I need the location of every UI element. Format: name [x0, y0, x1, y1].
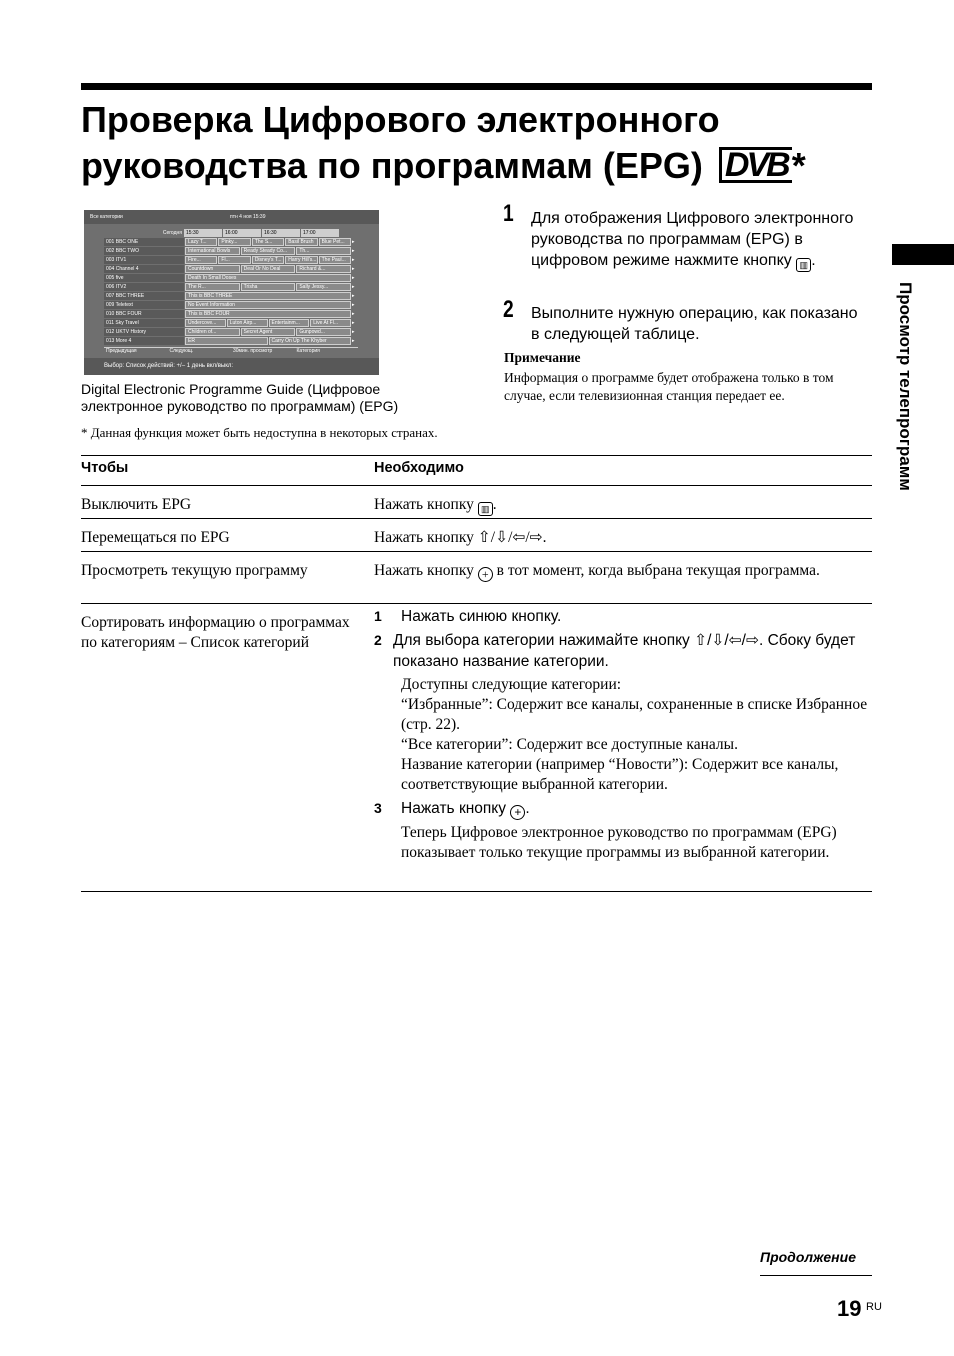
epg-programme: Gunpowd...: [296, 328, 351, 336]
operations-table: [81, 455, 872, 892]
epg-programme: Entertainm...: [269, 319, 310, 327]
step-1-body: Для отображения Цифрового электронного руководства по программам (EPG) в цифровом режиме нажмите кнопку: [531, 210, 854, 269]
detail-line: “Все категории”: Содержит все доступные каналы.: [401, 736, 738, 753]
epg-channel: 012 UKTV History: [104, 328, 184, 336]
epg-rows: [104, 238, 358, 345]
table-row: [81, 518, 872, 551]
epg-arrow-icon: ▸: [352, 338, 355, 344]
epg-arrow-icon: ▸: [352, 293, 355, 299]
epg-time: 15:30: [184, 229, 222, 237]
epg-arrow-icon: ▸: [352, 248, 355, 254]
note-text: Информация о программе будет отображена только в том случае, если телевизионная станция передает ее.: [504, 370, 834, 403]
detail-line: Теперь Цифровое электронное руководство по программам (EPG) показывает только текущие программы из выбранной категории.: [401, 824, 837, 861]
table-row: [81, 485, 872, 518]
epg-nav-item: Предыдущая: [104, 347, 168, 354]
page-number: 19: [837, 1296, 862, 1321]
epg-date: птн 4 ноя 15:39: [230, 214, 266, 220]
epg-row: [104, 319, 358, 327]
epg-arrow-icon: ▸: [352, 311, 355, 317]
top-rule: [81, 83, 872, 90]
epg-row: [104, 301, 358, 309]
epg-programme: Secret Agent: [241, 328, 296, 336]
side-tab-label: [893, 282, 915, 562]
epg-row: [104, 247, 358, 255]
epg-programme: The R...: [185, 283, 240, 291]
epg-programme: Deal Or No Deal: [241, 265, 296, 273]
cell-text: Нажать кнопку: [374, 496, 474, 513]
title-line-1: Проверка Цифрового электронного: [81, 99, 720, 140]
epg-programme: Fl...: [218, 256, 250, 264]
table-cell: Перемещаться по EPG: [81, 529, 230, 546]
table-cell: Нажать кнопку ⇧/⇩/⇦/⇨.: [374, 529, 547, 546]
substep-text: Для выбора категории нажимайте кнопку ⇧/⇩/⇦/⇨. Сбоку будет показано название категории.: [392, 632, 856, 670]
table-row: [81, 551, 872, 603]
epg-channel: 003 ITV1: [104, 256, 184, 264]
table-cell: [374, 486, 872, 518]
epg-programme: The S...: [252, 238, 284, 246]
detail-line: “Избранные”: Содержит все каналы, сохраненные в списке Избранное (стр. 22).: [401, 696, 868, 733]
page-language: RU: [866, 1301, 882, 1313]
continued-label: Продолжение: [760, 1249, 856, 1265]
epg-channel: 001 BBC ONE: [104, 238, 184, 246]
title-star: *: [791, 145, 806, 186]
epg-footer: Выбор: Список действий: +/– 1 день вкл/выкл:: [84, 358, 379, 375]
epg-programme: Carry On Up The Khyber: [269, 337, 352, 345]
epg-channel: 006 ITV2: [104, 283, 184, 291]
epg-screenshot: [84, 210, 379, 375]
epg-programme: Luton Airp...: [227, 319, 268, 327]
epg-programme: Death In Small Doses: [185, 274, 351, 282]
epg-arrow-icon: ▸: [352, 275, 355, 281]
epg-nav: [104, 347, 358, 354]
epg-programme: International Bowls: [185, 247, 240, 255]
substep-text: Нажать кнопку: [401, 800, 507, 817]
epg-programme: The Paul...: [319, 256, 351, 264]
step-1-end: .: [811, 252, 816, 269]
ok-button-icon: +: [510, 805, 525, 820]
epg-row: [104, 238, 358, 246]
ok-button-icon: +: [478, 567, 493, 582]
epg-channel: 005 five: [104, 274, 184, 282]
note-title: Примечание: [504, 350, 581, 365]
step-2-text: Выполните нужную операцию, как показано в следующей таблице.: [531, 305, 858, 343]
epg-row: [104, 256, 358, 264]
substep: [374, 798, 872, 820]
epg-row: [104, 328, 358, 336]
epg-programme: This is BBC THREE: [185, 292, 351, 300]
epg-channel: 013 More 4: [104, 337, 184, 345]
epg-channel: 011 Sky Travel: [104, 319, 184, 327]
step-1-number: 1: [503, 200, 514, 227]
detail-line: Доступны следующие категории:: [401, 676, 622, 693]
detail-line: Название категории (например “Новости”): Содержит все каналы, соответствующие выбранной категории.: [401, 756, 839, 793]
epg-grid: [104, 229, 358, 346]
epg-today: Сегодня: [162, 230, 182, 236]
substep: [374, 606, 872, 627]
title-line-2: руководства по программам (EPG): [81, 145, 703, 186]
epg-arrow-icon: ▸: [352, 239, 355, 245]
epg-programme: Children of...: [185, 328, 240, 336]
epg-arrow-icon: ▸: [352, 302, 355, 308]
epg-arrow-icon: ▸: [352, 266, 355, 272]
epg-channel: 004 Channel 4: [104, 265, 184, 273]
substep-number: 2: [374, 632, 382, 648]
epg-programme: Basil Brush: [285, 238, 317, 246]
substep-number: 3: [374, 800, 382, 816]
side-tab-text: Просмотр телепрограмм: [896, 282, 915, 491]
table-cell: [374, 552, 872, 603]
epg-nav-item: 30мин. просмотр: [231, 347, 295, 354]
epg-arrow-icon: ▸: [352, 329, 355, 335]
epg-time: 16:00: [223, 229, 261, 237]
epg-arrow-icon: ▸: [352, 320, 355, 326]
epg-programme: This is BBC FOUR: [185, 310, 351, 318]
substep-number: 1: [374, 608, 382, 624]
epg-programme: Pinky...: [218, 238, 250, 246]
epg-time: 16:30: [262, 229, 300, 237]
table-header: [81, 455, 872, 485]
epg-programme: Disney's T...: [252, 256, 284, 264]
epg-row: [104, 274, 358, 282]
epg-header: [84, 210, 379, 224]
substep: [374, 630, 872, 672]
substep-text: Нажать синюю кнопку.: [401, 608, 562, 625]
epg-row: [104, 337, 358, 345]
table-row: [81, 603, 872, 892]
cell-text: в тот момент, когда выбрана текущая программа.: [496, 562, 820, 579]
epg-programme: Countdown: [185, 265, 240, 273]
page-title: [81, 97, 881, 189]
epg-channel: 009 Teletext: [104, 301, 184, 309]
epg-row: [104, 265, 358, 273]
substep-detail: [374, 823, 872, 863]
epg-nav-item: Следующ.: [168, 347, 232, 354]
cell-text: Нажать кнопку: [374, 562, 474, 579]
epg-channel: 007 BBC THREE: [104, 292, 184, 300]
footnote: * Данная функция может быть недоступна в некоторых странах.: [81, 425, 438, 440]
figure-caption: Digital Electronic Programme Guide (Цифровое электронное руководство по программам) (EPG): [81, 381, 399, 414]
epg-channel: 002 BBC TWO: [104, 247, 184, 255]
substep-detail: [374, 675, 872, 795]
epg-programme: Trisha: [241, 283, 296, 291]
epg-row: [104, 292, 358, 300]
guide-button-icon: ▥: [796, 258, 811, 272]
side-tab-bar: [892, 244, 954, 265]
epg-programme: Fire...: [185, 256, 217, 264]
dvb-logo: DVB: [719, 147, 792, 183]
epg-programme: Harry Hill's...: [285, 256, 317, 264]
table-cell: [374, 604, 872, 891]
table-cell: Просмотреть текущую программу: [81, 562, 308, 579]
epg-arrow-icon: ▸: [352, 257, 355, 263]
epg-time-row: [104, 229, 358, 237]
epg-row: [104, 310, 358, 318]
epg-programme: Undercove...: [185, 319, 226, 327]
continued-rule: [760, 1275, 872, 1276]
epg-channel: 010 BBC FOUR: [104, 310, 184, 318]
table-cell: Выключить EPG: [81, 496, 192, 513]
epg-programme: ER: [185, 337, 268, 345]
epg-programme: Ready Steady Co...: [241, 247, 296, 255]
table-header-cell: Необходимо: [374, 460, 464, 476]
epg-category: Все категории: [90, 214, 123, 220]
step-2-number: 2: [503, 296, 514, 323]
epg-programme: No Event Information: [185, 301, 351, 309]
cell-end: .: [492, 496, 497, 513]
epg-row: [104, 283, 358, 291]
epg-programme: Richard &...: [296, 265, 351, 273]
guide-button-icon: ▥: [478, 502, 493, 516]
epg-programme: Th...: [296, 247, 351, 255]
epg-programme: Lazy T...: [185, 238, 217, 246]
epg-arrow-icon: ▸: [352, 284, 355, 290]
epg-programme: Blue Pet...: [319, 238, 351, 246]
substep-end: .: [525, 800, 530, 817]
epg-programme: Live At Fl...: [310, 319, 351, 327]
table-header-cell: Чтобы: [81, 460, 129, 476]
table-cell: Сортировать информацию о программах по категориям – Список категорий: [81, 614, 350, 651]
step-1-text: [531, 208, 866, 272]
epg-nav-item: Категория: [295, 347, 359, 354]
epg-programme: Sally Jessy...: [296, 283, 351, 291]
epg-time: 17:00: [301, 229, 339, 237]
